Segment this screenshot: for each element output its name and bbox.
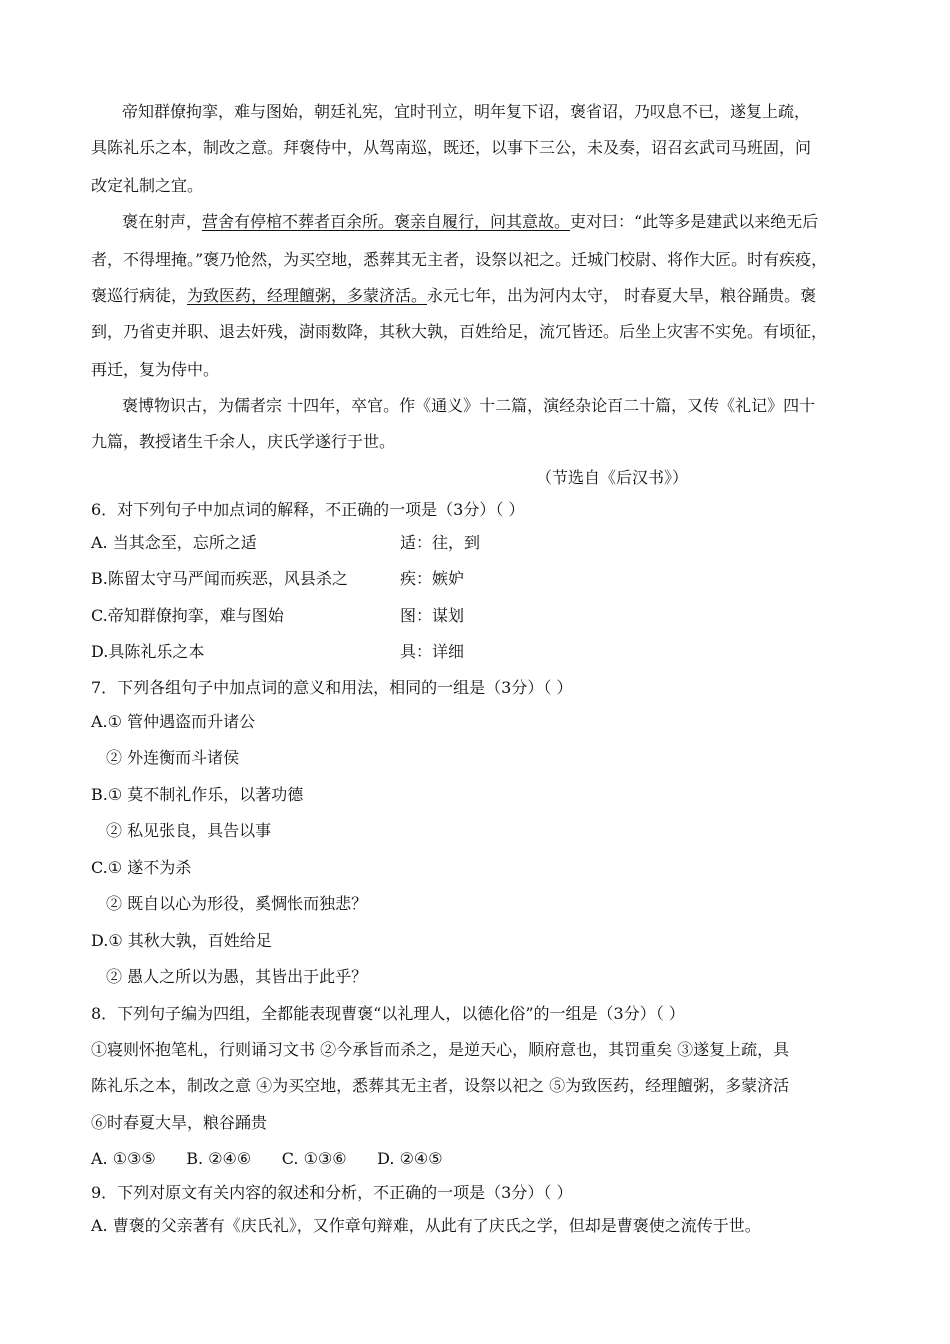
underlined-sentence: 为致医药，经理饘粥，多蒙济活。 <box>187 286 428 305</box>
passage-line: 改定礼制之宜。 <box>91 176 204 195</box>
q6-option-a-gloss: 适：往，到 <box>400 533 481 552</box>
q6-option-b: B.陈留太守马严闻而疾恶，风县杀之 <box>91 569 348 588</box>
source-citation: （节选自《后汉书》） <box>536 468 689 487</box>
passage-line: 帝知群僚拘挛，难与图始，朝廷礼宪，宜时刊立，明年复下诏，褒省诏，乃叹息不已，遂复上疏， <box>122 102 811 121</box>
passage-line <box>122 212 818 232</box>
q9-option-a: A. 曹褒的父亲著有《庆氏礼》，又作章句辩难，从此有了庆氏之学，但却是曹褒使之流传于世。 <box>91 1216 761 1235</box>
q6-option-c-gloss: 图：谋划 <box>400 606 465 625</box>
q6-option-c: C.帝知群僚拘挛，难与图始 <box>91 606 284 625</box>
q7-item: C.① 遂不为杀 <box>91 858 192 877</box>
q8-sentences-line: ①寝则怀抱笔札，行则诵习文书 ②今承旨而杀之，是逆天心，顺府意也，其罚重矣 ③遂复上疏，具 <box>91 1040 790 1059</box>
question-8-stem: 8．下列句子编为四组，全都能表现曹褒“以礼理人，以德化俗”的一组是（3分）（ ） <box>91 1004 685 1023</box>
question-7-stem: 7．下列各组句子中加点词的意义和用法，相同的一组是（3分）（ ） <box>91 678 573 697</box>
passage-text: 褒在射声， <box>122 212 203 231</box>
q7-item: D.① 其秋大孰，百姓给足 <box>91 931 272 950</box>
passage-line: 九篇，教授诸生千余人，庆氏学遂行于世。 <box>91 432 396 451</box>
q6-option-d: D.具陈礼乐之本 <box>91 642 205 661</box>
passage-line: 再迁，复为侍中。 <box>91 360 220 379</box>
q8-sentences-line: 陈礼乐之本，制改之意 ④为买空地，悉葬其无主者，设祭以祀之 ⑤为致医药，经理饘粥，多蒙济活 <box>91 1076 790 1095</box>
passage-line: 具陈礼乐之本，制改之意。拜褒侍中，从驾南巡，既还，以事下三公，未及奏，诏召玄武司马班固，问 <box>91 138 812 157</box>
question-6-stem: 6．对下列句子中加点词的解释，不正确的一项是（3分）（ ） <box>91 500 525 519</box>
passage-text: 永元七年，出为河内太守， 时春夏大旱，粮谷踊贵。褒 <box>427 286 817 305</box>
passage-line: 者，不得埋掩。”褒乃怆然，为买空地，悉葬其无主者，设祭以祀之。迁城门校尉、将作大匠。时有疾疫， <box>91 250 828 269</box>
question-9-stem: 9．下列对原文有关内容的叙述和分析，不正确的一项是（3分）（ ） <box>91 1183 573 1202</box>
q6-option-b-gloss: 疾：嫉妒 <box>400 569 465 588</box>
passage-line: 褒博物识古，为儒者宗 十四年，卒官。作《通义》十二篇，演经杂论百二十篇，又传《礼记》四十 <box>122 396 816 415</box>
q7-item: A.① 管仲遇盗而升诸公 <box>91 712 256 731</box>
q7-item: ② 私见张良，具告以事 <box>106 821 272 840</box>
passage-line <box>91 286 816 306</box>
q7-item: ② 既自以心为形役，奚惆怅而独悲？ <box>106 894 368 913</box>
passage-text: 吏对曰：“此等多是建武以来绝无后 <box>570 212 819 231</box>
passage-line: 到，乃省吏并职、退去奸残，澍雨数降，其秋大孰，百姓给足，流冗皆还。后坐上灾害不实免。有顷征， <box>91 322 828 341</box>
q8-sentences-line: ⑥时春夏大旱，粮谷踊贵 <box>91 1113 268 1132</box>
q6-option-d-gloss: 具：详细 <box>400 642 465 661</box>
q7-item: B.① 莫不制礼作乐，以著功德 <box>91 785 304 804</box>
underlined-sentence: 营舍有停棺不葬者百余所。褒亲自履行，问其意故。 <box>202 212 571 231</box>
q7-item: ② 愚人之所以为愚，其皆出于此乎？ <box>106 967 368 986</box>
q8-options: A. ①③⑤ B. ②④⑥ C. ①③⑥ D. ②④⑤ <box>91 1149 443 1168</box>
passage-text: 褒巡行病徒， <box>91 286 188 305</box>
q7-item: ② 外连衡而斗诸侯 <box>106 748 240 767</box>
q6-option-a: A. 当其念至，忘所之适 <box>91 533 257 552</box>
